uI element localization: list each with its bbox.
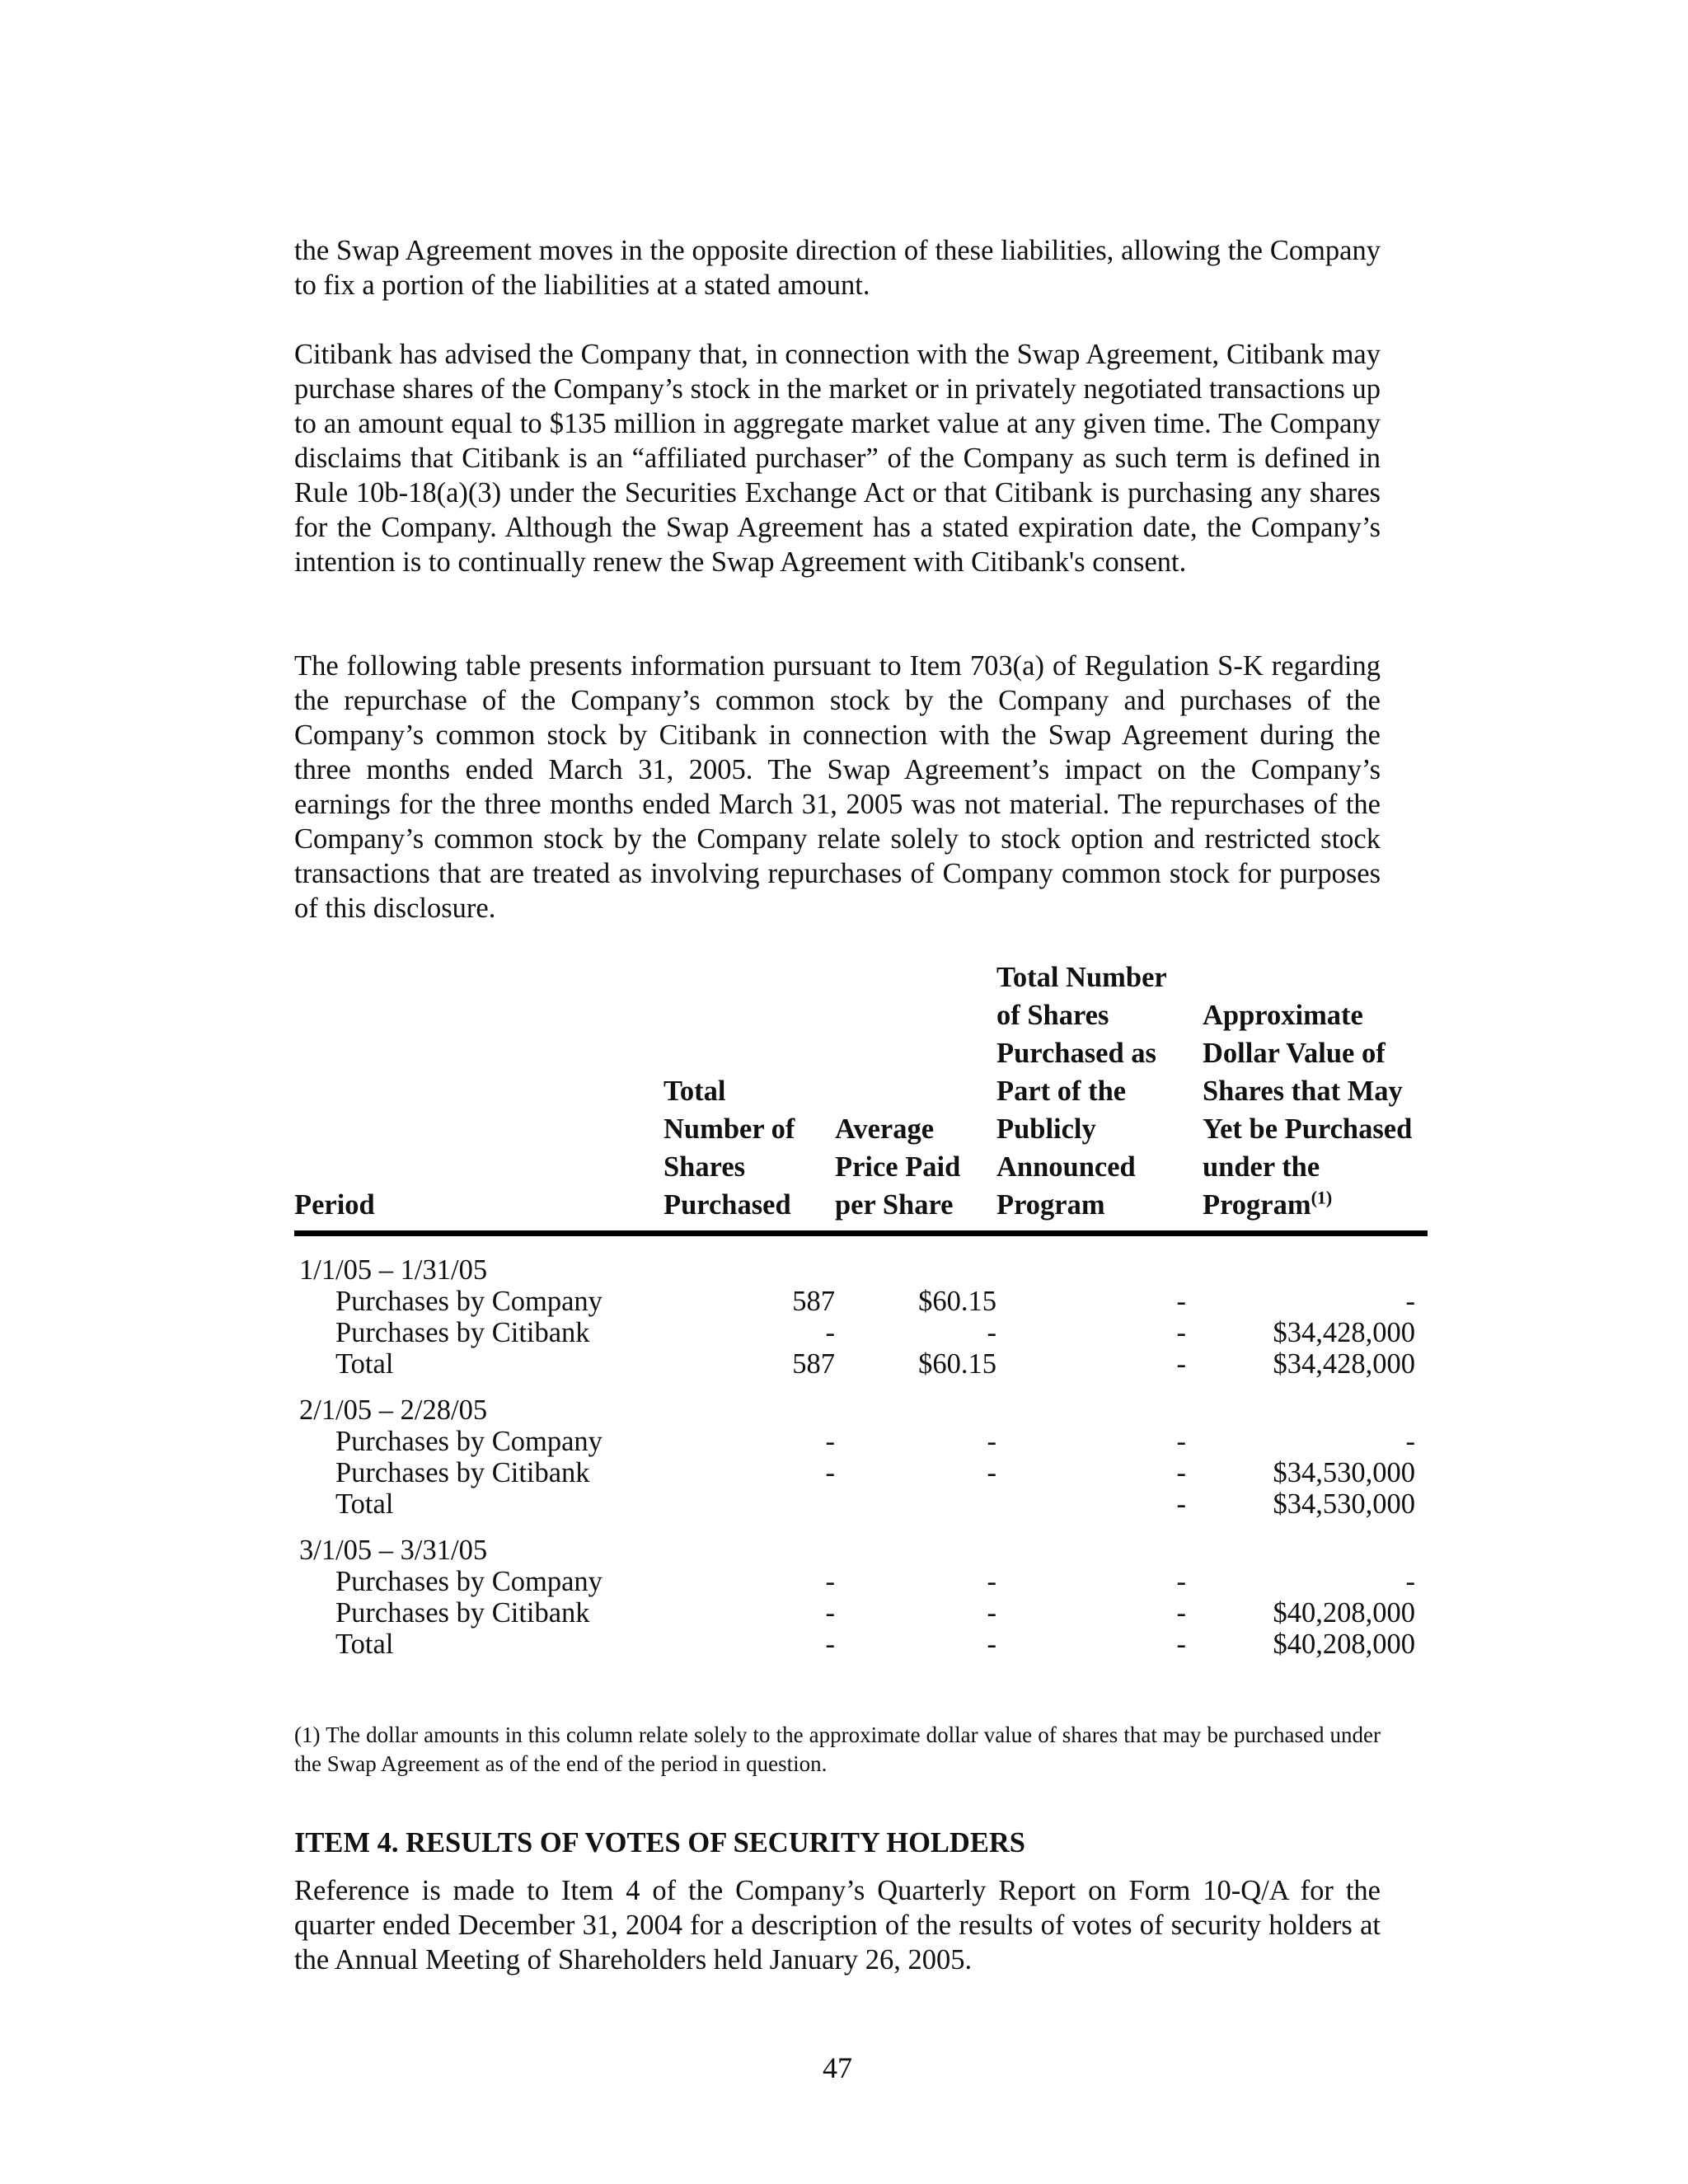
row-label: Purchases by Citibank — [335, 1457, 590, 1488]
row-label: Total — [335, 1629, 394, 1660]
cell-publicly: - — [1176, 1566, 1186, 1597]
group-gap-row — [294, 1380, 1428, 1394]
cell-value: $40,208,000 — [1273, 1597, 1415, 1629]
section-heading-item4: ITEM 4. RESULTS OF VOTES OF SECURITY HOLDERS — [294, 1827, 1025, 1858]
header-average-price: Average Price Paid per Share — [835, 958, 996, 1234]
cell-value: $34,428,000 — [1273, 1317, 1415, 1348]
cell-shares: - — [825, 1426, 835, 1457]
period-row — [294, 1394, 1428, 1426]
cell-shares: - — [825, 1457, 835, 1488]
cell-shares: - — [825, 1629, 835, 1660]
period-label: 1/1/05 – 1/31/05 — [299, 1254, 488, 1286]
cell-value: - — [1405, 1566, 1415, 1597]
cell-publicly: - — [1176, 1597, 1186, 1629]
table-row — [294, 1597, 1428, 1629]
cell-shares — [663, 1488, 835, 1520]
row-label: Total — [335, 1348, 394, 1380]
paragraph-table-intro: The following table presents information pursuant to Item 703(a) of Regulation S-K regarding the repurchase of the Company’s common stock by the Company and purchases of the Company’s common stock by Citibank in connection with the Swap Agreement during the three months ended March 31, 2005. The Swap Agreement’s impact on the Company’s earnings for the three months ended March 31, 2005 was not material. The repurchases of the Company’s common stock by the Company relate solely to stock option and restricted stock transactions that are treated as involving repurchases of Company common stock for purposes of this disclosure. — [294, 650, 1381, 924]
cell-publicly: - — [1176, 1317, 1186, 1348]
cell-shares: - — [825, 1317, 835, 1348]
table-row — [294, 1348, 1428, 1380]
cell-price: - — [987, 1629, 996, 1660]
cell-price — [835, 1488, 996, 1520]
cell-publicly: - — [1176, 1629, 1186, 1660]
cell-price: - — [987, 1597, 996, 1629]
table-row — [294, 1457, 1428, 1488]
row-label: Purchases by Company — [335, 1426, 603, 1457]
header-approximate-value: Approximate Dollar Value of Shares that May Yet be Purchased under the Program$^{(1)}$ — [1203, 958, 1428, 1234]
row-label: Purchases by Citibank — [335, 1317, 590, 1348]
row-label: Purchases by Company — [335, 1566, 603, 1597]
footnote-marker: (1) — [1311, 1187, 1333, 1208]
cell-price: - — [987, 1457, 996, 1488]
paragraph-item4: Reference is made to Item 4 of the Company’s Quarterly Report on Form 10-Q/A for the quarter ended December 31, 2004 for a description of the results of votes of security holders at the Annual Meeting of Shareholders held January 26, 2005. — [294, 1875, 1381, 1975]
row-label: Total — [335, 1488, 394, 1520]
cell-value: $34,530,000 — [1273, 1457, 1415, 1488]
cell-value: $40,208,000 — [1273, 1629, 1415, 1660]
cell-price: $60.15 — [918, 1348, 996, 1380]
paragraph-citibank-advice: Citibank has advised the Company that, in connection with the Swap Agreement, Citibank may purchase shares of the Company’s stock in the market or in privately negotiated transactions up to an amount equal to $135 million in aggregate market value at any given time. The Company disclaims that Citibank is an “affiliated purchaser” of the Company as such term is defined in Rule 10b-18(a)(3) under the Securities Exchange Act or that Citibank is purchasing any shares for the Company. Although the Swap Agreement has a stated expiration date, the Company’s intention is to continually renew the Swap Agreement with Citibank's consent. — [294, 339, 1381, 578]
period-row — [294, 1535, 1428, 1566]
table-row — [294, 1317, 1428, 1348]
cell-shares: - — [825, 1566, 835, 1597]
cell-value: - — [1405, 1286, 1415, 1317]
period-row — [294, 1254, 1428, 1286]
repurchase-table — [294, 958, 1428, 1660]
period-label: 3/1/05 – 3/31/05 — [299, 1535, 488, 1566]
cell-shares: 587 — [792, 1286, 835, 1317]
row-label: Purchases by Citibank — [335, 1597, 590, 1629]
group-gap-row — [294, 1520, 1428, 1535]
cell-publicly: - — [1176, 1457, 1186, 1488]
table-row — [294, 1566, 1428, 1597]
cell-price: - — [987, 1426, 996, 1457]
row-label: Purchases by Company — [335, 1286, 603, 1317]
cell-publicly: - — [1176, 1488, 1186, 1520]
header-publicly-announced: Total Number of Shares Purchased as Part of the Publicly Announced Program — [996, 958, 1203, 1234]
cell-shares: 587 — [792, 1348, 835, 1380]
page-number: 47 — [823, 2051, 852, 2084]
cell-publicly: - — [1176, 1426, 1186, 1457]
cell-price: - — [987, 1317, 996, 1348]
period-label: 2/1/05 – 2/28/05 — [299, 1394, 488, 1426]
cell-publicly: - — [1176, 1348, 1186, 1380]
paragraph-swap-liabilities: the Swap Agreement moves in the opposite direction of these liabilities, allowing the Company to fix a portion of the liabilities at a stated amount. — [294, 235, 1381, 301]
cell-publicly: - — [1176, 1286, 1186, 1317]
cell-price: $60.15 — [918, 1286, 996, 1317]
footnote: (1) The dollar amounts in this column relate solely to the approximate dollar value of shares that may be purchased under the Swap Agreement as of the end of the period in question. — [294, 1722, 1381, 1776]
cell-value: $34,428,000 — [1273, 1348, 1415, 1380]
table-row — [294, 1488, 1428, 1520]
table-row — [294, 1286, 1428, 1317]
cell-shares: - — [825, 1597, 835, 1629]
header-total-shares: Total Number of Shares Purchased — [663, 958, 835, 1234]
table-body — [294, 1234, 1428, 1661]
table-header-row — [294, 958, 1428, 1234]
header-period: Period — [294, 958, 663, 1234]
cell-value: - — [1405, 1426, 1415, 1457]
cell-price: - — [987, 1566, 996, 1597]
table-row — [294, 1426, 1428, 1457]
table-row — [294, 1629, 1428, 1660]
cell-value: $34,530,000 — [1273, 1488, 1415, 1520]
spacer-row — [294, 1234, 1428, 1255]
